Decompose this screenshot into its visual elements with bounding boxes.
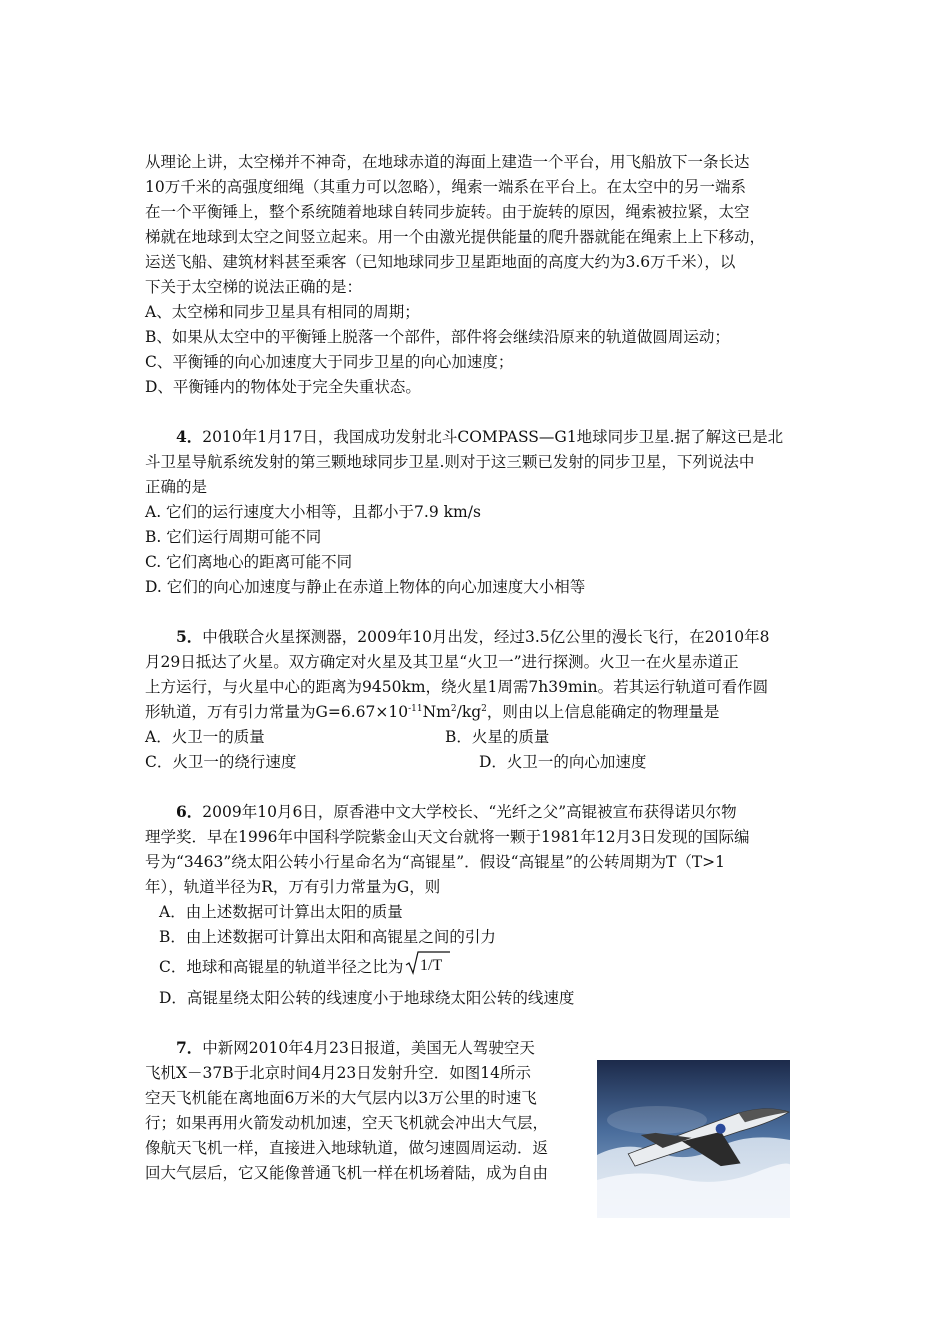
q6-option-a: A．由上述数据可计算出太阳的质量 bbox=[159, 903, 403, 921]
q4-number: 4． bbox=[176, 427, 203, 446]
q3-line: 10万千米的高强度细绳（其重力可以忽略），绳索一端系在平台上。在太空中的另一端系 bbox=[145, 178, 746, 196]
question-5 bbox=[145, 624, 800, 775]
sqrt-expression: 1/T bbox=[420, 957, 443, 974]
q5-g-unit-exponent: 2 bbox=[450, 703, 457, 714]
q3-line: 下关于太空梯的说法正确的是： bbox=[145, 278, 363, 296]
q5-gravity-line bbox=[145, 700, 800, 725]
q7-first-line bbox=[145, 1035, 600, 1061]
question-3 bbox=[145, 150, 800, 400]
q5-g-unit2-exponent: 2 bbox=[481, 703, 487, 714]
q7-text: 中新网2010年4月23日报道，美国无人驾驶空天 bbox=[202, 1039, 535, 1057]
q7-line: 空天飞机能在离地面6万米的大气层内以3万公里的时速飞 bbox=[145, 1089, 537, 1107]
document-page bbox=[145, 150, 800, 1186]
q5-options-row-2 bbox=[145, 750, 800, 775]
q6-option-c bbox=[145, 950, 800, 984]
q5-line: 月29日抵达了火星。双方确定对火星及其卫星“火卫一”进行探测。火卫一在火星赤道正 bbox=[145, 653, 739, 671]
question-4 bbox=[145, 424, 800, 600]
q3-line: 梯就在地球到太空之间竖立起来。用一个由激光提供能量的爬升器就能在绳索上上下移动， bbox=[145, 228, 766, 246]
q6-option-d: D．高锟星绕太阳公转的线速度小于地球绕太阳公转的线速度 bbox=[159, 989, 575, 1007]
q3-option-d: D、平衡锤内的物体处于完全失重状态。 bbox=[145, 378, 421, 396]
space-plane-illustration bbox=[597, 1060, 790, 1218]
q5-option-c: C．火卫一的绕行速度 bbox=[145, 753, 297, 771]
q4-first-line bbox=[145, 424, 800, 450]
q4-option-a: A. 它们的运行速度大小相等，且都小于7.9 km/s bbox=[145, 503, 481, 521]
q4-option-c: C. 它们离地心的距离可能不同 bbox=[145, 553, 353, 571]
q5-line: 上方运行，与火星中心的距离为9450km，绕火星1周需7h39min。若其运行轨道可看作圆 bbox=[145, 678, 769, 696]
q6-option-c-text: C．地球和高锟星的轨道半径之比为 bbox=[159, 958, 404, 976]
q5-g-text-end: ，则由以上信息能确定的物理量是 bbox=[486, 703, 720, 721]
q6-text: 2009年10月6日，原香港中文大学校长、“光纤之父”高锟被宣布获得诺贝尔物 bbox=[202, 803, 737, 821]
q6-option-b: B．由上述数据可计算出太阳和高锟星之间的引力 bbox=[159, 928, 496, 946]
q7-line: 像航天飞机一样，直接进入地球轨道，做匀速圆周运动．返 bbox=[145, 1139, 549, 1157]
q4-line: 正确的是 bbox=[145, 478, 208, 496]
q5-options-row-1 bbox=[145, 725, 800, 750]
q5-g-unit2: /kg bbox=[456, 703, 482, 721]
q5-option-b: B．火星的质量 bbox=[445, 728, 550, 746]
sqrt-symbol bbox=[405, 950, 451, 976]
q6-line: 号为“3463”绕太阳公转小行星命名为“高锟星”．假设“高锟星”的公转周期为T（T>1 bbox=[145, 853, 726, 871]
q6-line: 年），轨道半径为R，万有引力常量为G，则 bbox=[145, 878, 441, 896]
q6-line: 理学奖．早在1996年中国科学院紫金山天文台就将一颗于1981年12月3日发现的国际编 bbox=[145, 828, 750, 846]
q3-line: 从理论上讲，太空梯并不神奇，在地球赤道的海面上建造一个平台，用飞船放下一条长达 bbox=[145, 153, 750, 171]
q3-option-b: B、如果从太空中的平衡锤上脱落一个部件，部件将会继续沿原来的轨道做圆周运动； bbox=[145, 328, 730, 346]
space-plane-photo bbox=[597, 1060, 790, 1218]
q7-number: 7． bbox=[176, 1038, 203, 1057]
q6-first-line bbox=[145, 799, 800, 825]
q4-option-d: D. 它们的向心加速度与静止在赤道上物体的向心加速度大小相等 bbox=[145, 578, 586, 596]
q5-option-d: D．火卫一的向心加速度 bbox=[479, 753, 647, 771]
q6-number: 6． bbox=[176, 802, 203, 821]
q7-line: 行；如果再用火箭发动机加速，空天飞机就会冲出大气层， bbox=[145, 1114, 549, 1132]
q4-line: 斗卫星导航系统发射的第三颗地球同步卫星.则对于这三颗已发射的同步卫星，下列说法中 bbox=[145, 453, 755, 471]
question-7 bbox=[145, 1035, 600, 1186]
q7-line: 飞机X－37B于北京时间4月23日发射升空．如图14所示 bbox=[145, 1064, 531, 1082]
q5-g-unit: Nm bbox=[422, 703, 451, 721]
q5-g-text: 形轨道，万有引力常量为G=6.67×10 bbox=[145, 703, 409, 721]
q5-first-line bbox=[145, 624, 800, 650]
q3-line: 运送飞船、建筑材料甚至乘客（已知地球同步卫星距地面的高度大约为3.6万千米），以 bbox=[145, 253, 736, 271]
question-6 bbox=[145, 799, 800, 1011]
q7-line: 回大气层后，它又能像普通飞机一样在机场着陆，成为自由 bbox=[145, 1164, 549, 1182]
q4-text: 2010年1月17日，我国成功发射北斗COMPASS—G1地球同步卫星.据了解这已是北 bbox=[202, 428, 784, 446]
q5-g-exponent: -11 bbox=[408, 703, 423, 714]
q4-option-b: B. 它们运行周期可能不同 bbox=[145, 528, 322, 546]
q3-line: 在一个平衡锤上，整个系统随着地球自转同步旋转。由于旋转的原因，绳索被拉紧，太空 bbox=[145, 203, 750, 221]
q5-text: 中俄联合火星探测器，2009年10月出发，经过3.5亿公里的漫长飞行，在2010年8 bbox=[202, 628, 770, 646]
q3-option-a: A、太空梯和同步卫星具有相同的周期； bbox=[145, 303, 420, 321]
q5-option-a: A．火卫一的质量 bbox=[145, 728, 265, 746]
q3-option-c: C、平衡锤的向心加速度大于同步卫星的向心加速度； bbox=[145, 353, 514, 371]
q5-number: 5． bbox=[176, 627, 203, 646]
